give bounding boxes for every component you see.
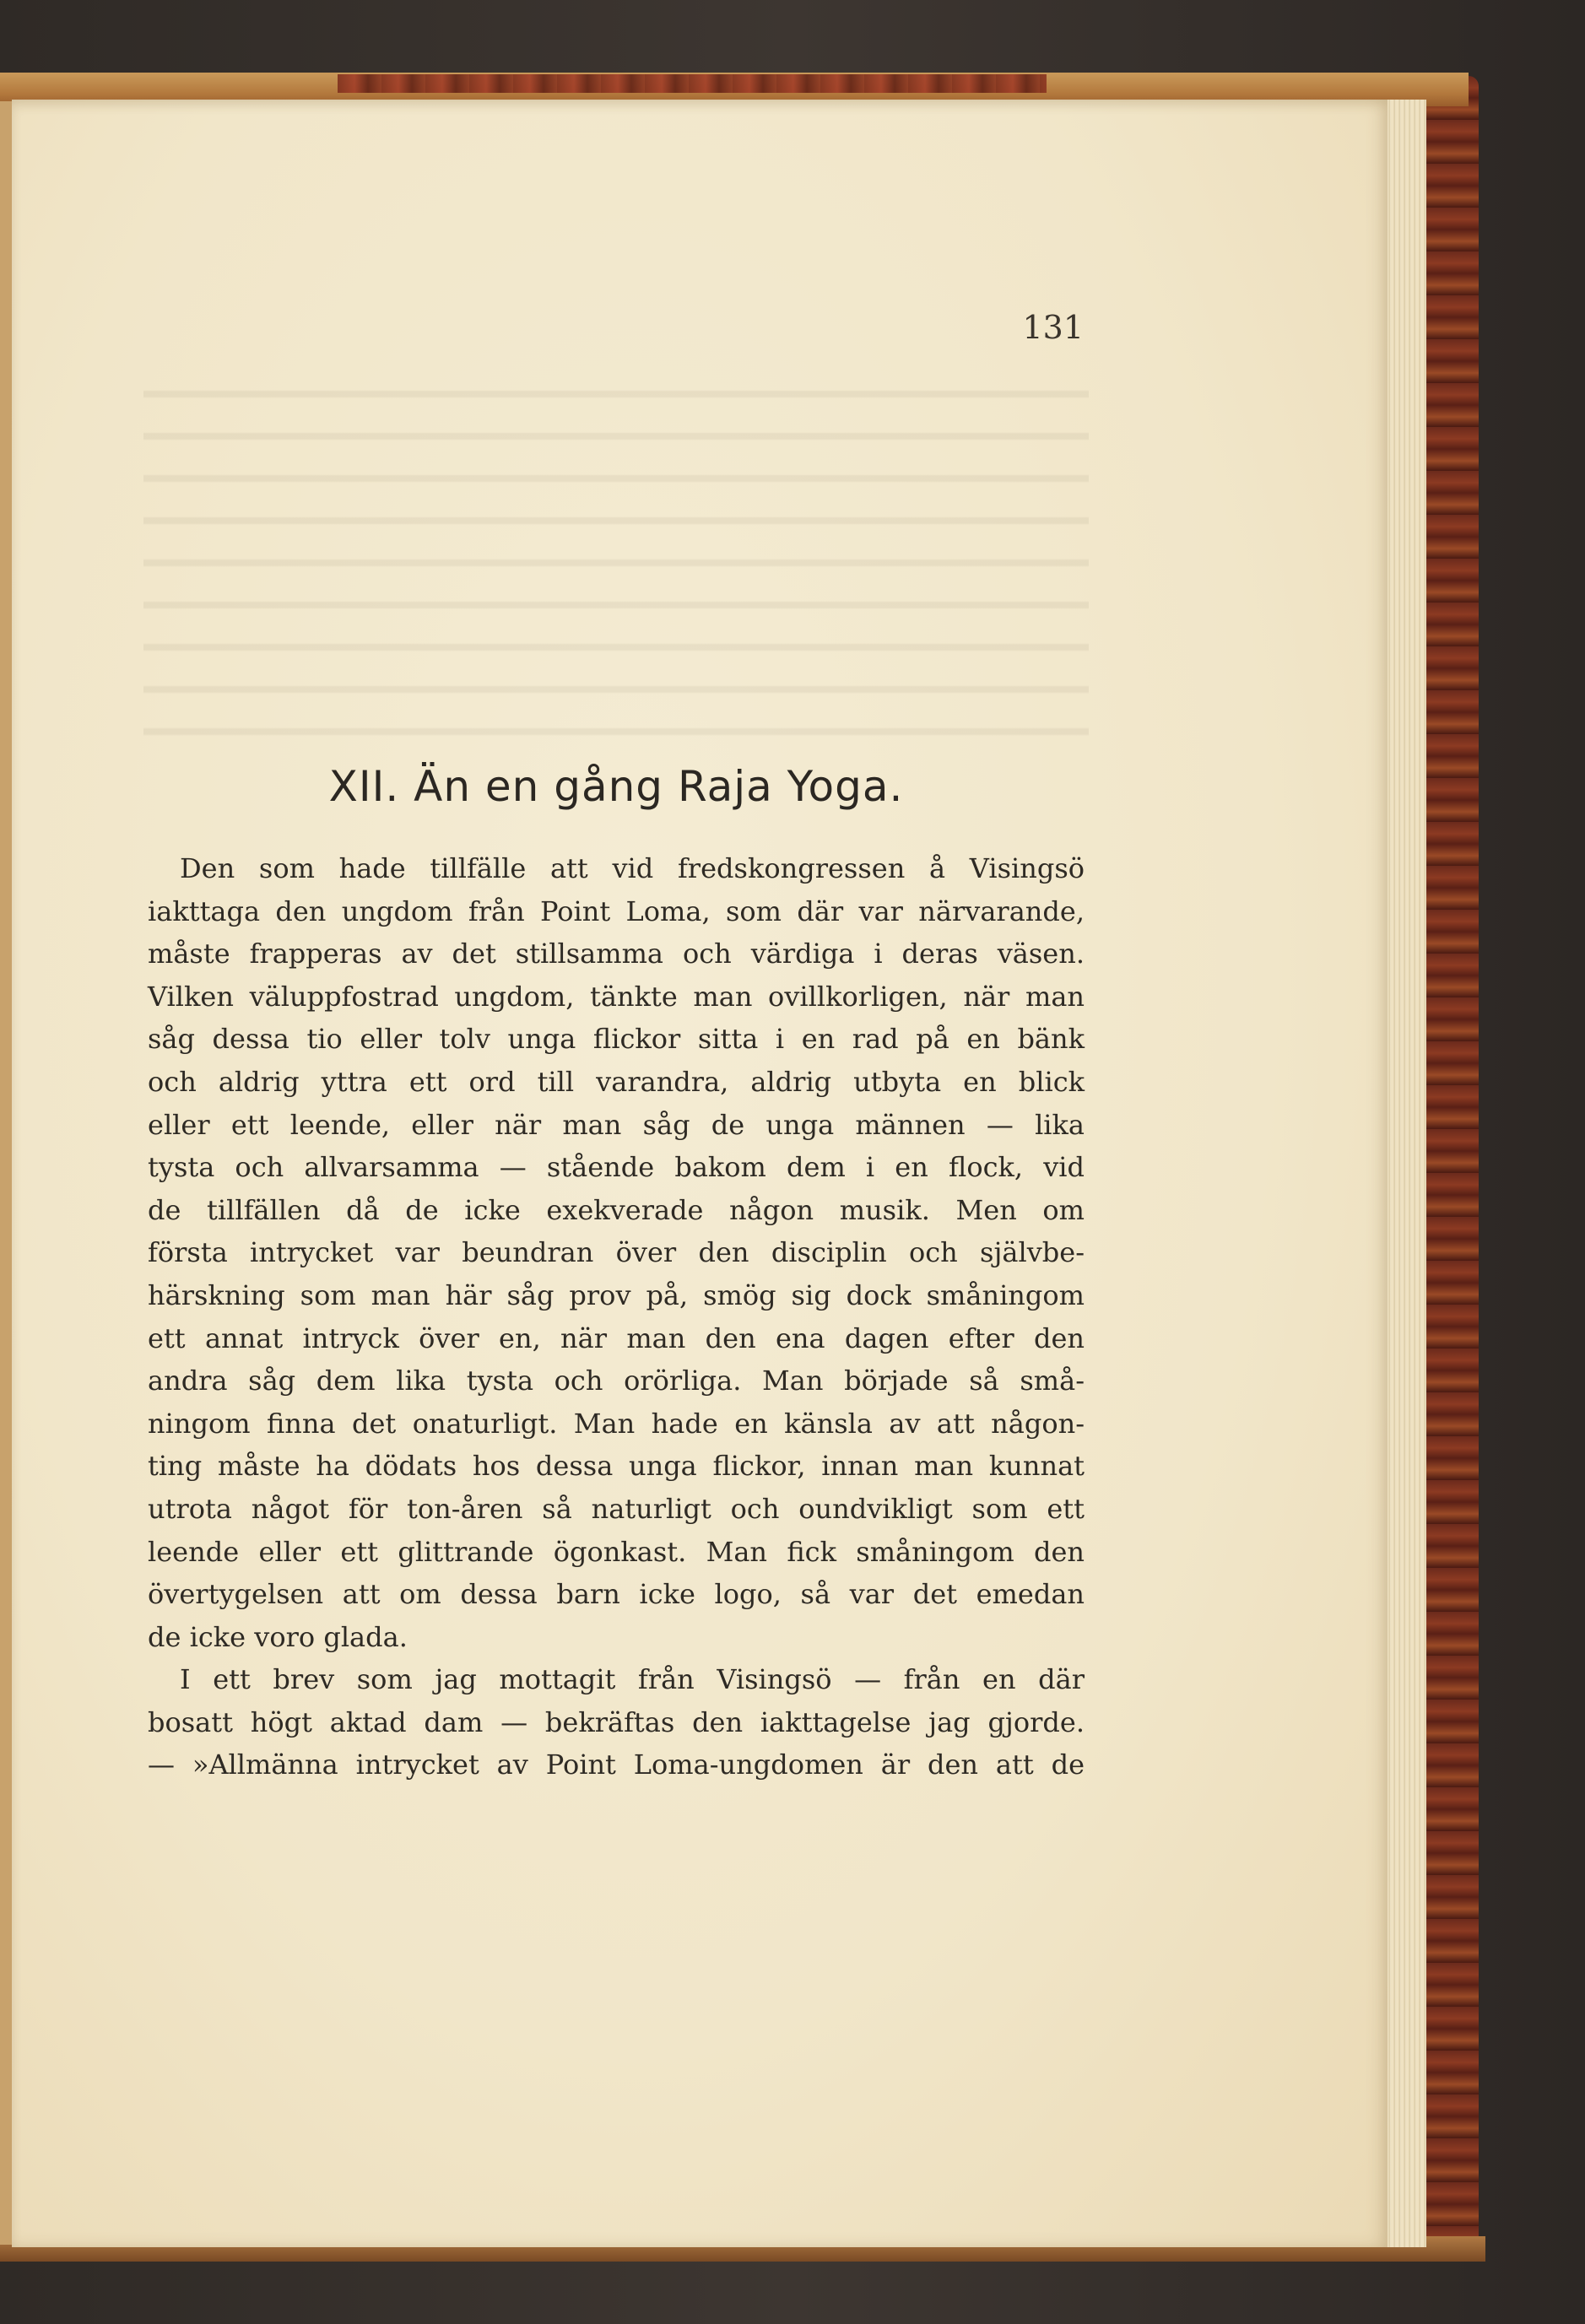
text-line: ting måste ha dödats hos dessa unga flickor, innan man kunnat xyxy=(148,1450,1085,1483)
text-line: övertygelsen att om dessa barn icke logo, så var det emedan xyxy=(148,1578,1085,1611)
text-line: ningom finna det onaturligt. Man hade en känsla av att någon- xyxy=(148,1407,1085,1440)
text-line: leende eller ett glittrande ögonkast. Man fick småningom den xyxy=(148,1535,1085,1568)
text-line: bosatt högt aktad dam — bekräftas den iakttagelse jag gjorde. xyxy=(148,1705,1085,1738)
text-line: andra såg dem lika tysta och orörliga. Man började så små- xyxy=(148,1365,1085,1397)
text-line: iakttaga den ungdom från Point Loma, som där var närvarande, xyxy=(148,894,1085,927)
text-line: I ett brev som jag mottagit från Visingsö — från en där xyxy=(180,1663,1085,1696)
text-line: första intrycket var beundran över den disciplin och självbe- xyxy=(148,1236,1085,1269)
page-number: 131 xyxy=(1022,309,1084,346)
text-line: utrota något för ton-åren så naturligt och oundvikligt som ett xyxy=(148,1492,1085,1525)
text-line: och aldrig yttra ett ord till varandra, aldrig utbyta en blick xyxy=(148,1065,1085,1098)
text-line: de icke voro glada. xyxy=(148,1620,408,1653)
text-line: måste frapperas av det stillsamma och värdiga i deras väsen. xyxy=(148,938,1085,970)
bleed-through-texture xyxy=(143,371,1089,768)
text-line: eller ett leende, eller när man såg de unga männen — lika xyxy=(148,1108,1085,1141)
text-line: Vilken väluppfostrad ungdom, tänkte man ovillkorligen, när man xyxy=(148,980,1085,1013)
text-line: härskning som man här såg prov på, smög sig dock småningom xyxy=(148,1278,1085,1311)
text-line: Den som hade tillfälle att vid fredskongressen å Visingsö xyxy=(180,852,1085,884)
book-cover-top-marbling xyxy=(338,74,1047,93)
chapter-title: XII. Än en gång Raja Yoga. xyxy=(328,762,904,811)
body-text xyxy=(148,847,1085,1786)
text-line: — »Allmänna intrycket av Point Loma-ungdomen är den att de xyxy=(148,1748,1085,1781)
text-line: såg dessa tio eller tolv unga flickor sitta i en rad på en bänk xyxy=(148,1023,1085,1056)
text-line: de tillfällen då de icke exekverade någon musik. Men om xyxy=(148,1193,1085,1226)
text-line: ett annat intryck över en, när man den ena dagen efter den xyxy=(148,1321,1085,1354)
text-line: tysta och allvarsamma — stående bakom dem i en flock, vid xyxy=(148,1151,1085,1184)
